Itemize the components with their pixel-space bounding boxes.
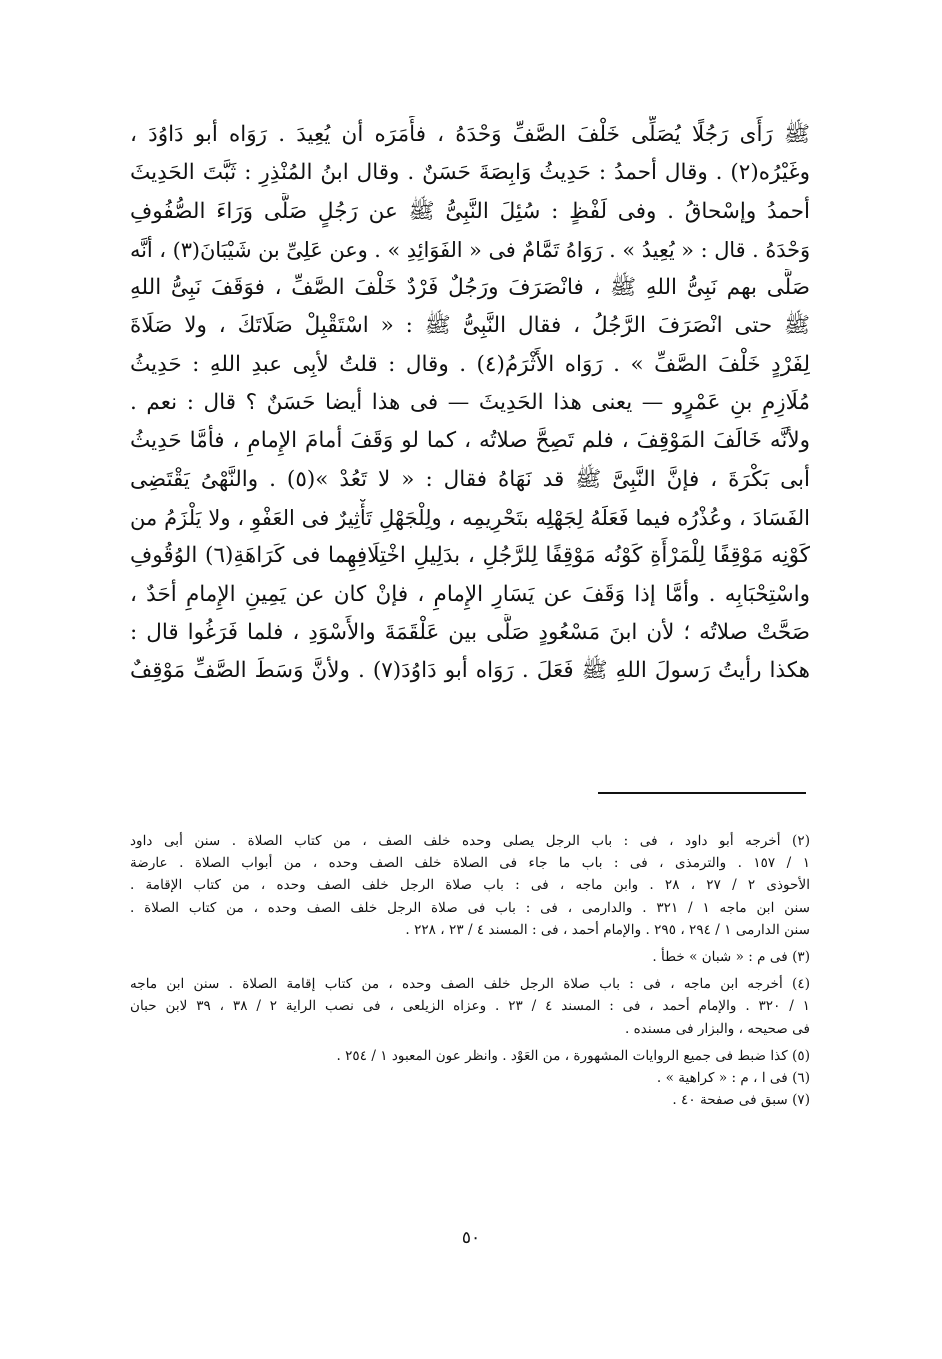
main-text-line: أبى بَكْرَةَ ، فإنَّ النَّبِىَّ ﷺ قد نَهَاهُ فقال : « لا تَعُدْ »(٥) . والنَّهْىُ يَقْتَضِى [130,466,810,492]
main-text-line: مُلَازِمِ بنِ عَمْرٍو — يعنى هذا الحَدِيثَ — فى هذا أيضا حَسَنٌ ؟ قال : نعم . [130,390,810,416]
main-text-line: صَلَّى بهم نَبِىُّ اللهِ ﷺ ، فانْصَرَفَ ورَجُلٌ فَرْدٌ خَلْفَ الصَّفِّ ، فوَقَفَ نَبِىُّ اللهِ [130,275,810,301]
main-text-line: لِفَرْدٍ خَلْفَ الصَّفِّ » . رَوَاه الأَثْرَمُ(٤) . وقال : قلتُ لأبِى عبدِ اللهِ : حَدِيثُ [130,351,810,377]
footnote-separator [598,792,806,794]
footnote-line: (٧) سبق فى صفحة ٤٠ . [672,1092,810,1109]
main-text-line: كَوْنِه مَوْقِفًا لِلْمَرْأَةِ كَوْنُه مَوْقِفًا لِلرَّجُلِ ، بدَلِيلِ اخْتِلَافِهِما فى كَرَاهَةِ(٦) الوُقُوفِ [130,543,810,569]
footnote-line: (٦) فى ا ، م : « كراهية » . [656,1069,810,1086]
footnote-line: الأحوذى ٢ / ٢٧ ، ٢٨ . وابن ماجه ، فى : باب صلاة الرجل خلف الصف وحده ، من كتاب الإقامة . [130,877,810,894]
footnote-line: سنن ابن ماجه ١ / ٣٢١ . والدارمى ، فى : باب فى صلاة الرجل خلف الصف وحده ، من كتاب الصلاة . [130,899,810,916]
main-text-line: وَحْدَهُ . قال : « يُعِيدُ » . رَوَاهُ تَمَّامٌ فى « الفَوَائِدِ » . وعن عَلِىِّ بن شَيْبَانَ(٣) ، أنَّه [130,237,810,262]
page-number: ٥٠ [461,1228,481,1248]
main-text-line: أحمدُ وإسْحاقُ . وفى لَفْظٍ : سُئِلَ النَّبِىُّ ﷺ عن رَجُلٍ صَلَّى وَرَاءَ الصُّفُوفِ [130,198,810,224]
footnote-line: (٢) أخرجه أبو داود ، فى : باب الرجل يصلى وحده خلف الصف ، من كتاب الصلاة . سنن أبى داود [130,833,810,849]
footnote-line: ١ / ١٥٧ . والترمذى ، فى : باب ما جاء فى الصلاة خلف الصف وحده ، من أبواب الصلاة . عارضة [130,855,810,872]
footnote-line: (٤) أخرجه ابن ماجه ، فى : باب صلاة الرجل خلف الصف وحده ، من كتاب إقامة الصلاة . سنن ابن ماجه [130,976,810,993]
footnote-line: (٥) كذا ضبط فى جميع الروايات المشهورة ، من العَوْد . وانظر عون المعبود ١ / ٢٥٤ . [336,1047,810,1064]
footnote-line: ١ / ٣٢٠ . والإمام أحمد ، فى : المسند ٤ / ٢٣ . وعزاه الزيلعى ، فى نصب الراية ٢ / ٣٨ ، ٣٩ لابن حبان [130,998,810,1015]
main-text [130,116,810,690]
main-text-line: صَحَّتْ صلاتُه ؛ لأن ابنَ مَسْعُودٍ صَلَّى بين عَلْقَمَةَ والأَسْوَدِ ، فلما فَرَغُوا قال : [130,619,810,645]
main-text-line: هكذا رأيتُ رَسولَ اللهِ ﷺ فَعَلَ . رَوَاه أبو دَاوُدَ(٧) . ولأنَّ وَسَطَ الصَّفِّ مَوْقِفٌ [130,658,810,684]
main-text-line: واسْتِحْبَابِه . وأمَّا إذا وَقَفَ عن يَسَارِ الإِمامِ ، فإنْ كان عن يَمِينِ الإِمامِ أحَدٌ ، [130,581,810,607]
footnote-line: فى صحيحه ، والبزار فى مسنده . [625,1020,810,1037]
main-text-line: وغَيْرُه(٢) . وقال أحمدُ : حَدِيثُ وَابِصَةَ حَسَنٌ . وقال ابنُ المُنْذِرِ : ثَبَّتَ الحَدِيثَ [130,160,810,186]
main-text-line: الفَسَادَ ، وعُذْرُه فيما فَعَلَهُ لِجَهْلِه بتَحْرِيمِه ، ولِلْجَهْلِ تَأْثِيرٌ فى العَفْوِ ، ولا يَلْزَمُ من [130,505,810,530]
footnotes [130,830,810,1111]
main-text-line: ولأنَّه خَالَفَ المَوْقِفَ ، فلم تَصِحَّ صلاتُه ، كما لو وَقَفَ أمامَ الإِمامِ ، فأمَّا حَدِيثُ [130,428,810,454]
footnote-line: سنن الدارمى ١ / ٢٩٤ ، ٢٩٥ . والإمام أحمد ، فى : المسند ٤ / ٢٣ ، ٢٢٨ . [405,921,810,938]
footnote-line: (٣) فى م : « شبان » خطأ . [652,948,810,965]
main-text-line: ﷺ حتى انْصَرَفَ الرَّجُلُ ، فقال النَّبِىُّ ﷺ : « اسْتَقْبِلْ صَلَاتَكَ ، ولا صَلَاةَ [130,313,810,339]
main-text-line: ﷺ رَأَى رَجُلًا يُصَلِّى خَلْفَ الصَّفِّ وَحْدَهُ ، فأَمَرَه أن يُعِيدَ . رَوَاه أبو دَاوُدَ ، [130,122,810,147]
